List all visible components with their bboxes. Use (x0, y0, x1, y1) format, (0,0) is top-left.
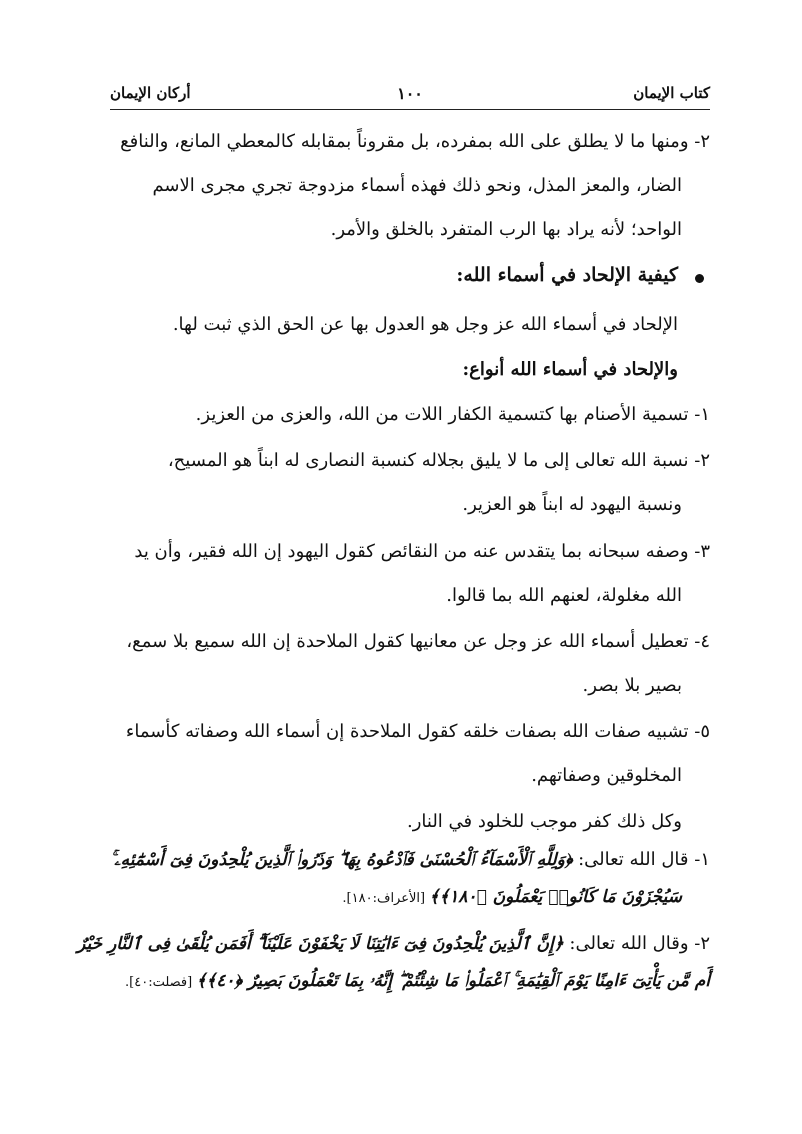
conclusion-text: وكل ذلك كفر موجب للخلود في النار. (406, 811, 682, 832)
list-item: ٣- وصفه سبحانه بما يتقدس عنه من النقائص كقول اليهود إن الله فقير، وأن يد (134, 541, 710, 562)
quran-verse: أَم مَّن يَأْتِىٓ ءَامِنًا يَوْمَ ٱلْقِيَٰمَةِ ۚ ٱعْمَلُوا۟ مَا شِئْتُمْ ۖ إِنَّهُۥ بِمَا تَعْمَلُونَ بَصِيرٌ ﴿٤٠﴾﴾ (196, 971, 710, 991)
quran-verse: ﴿وَلِلَّهِ ٱلْأَسْمَآءُ ٱلْحُسْنَىٰ فَٱدْعُوهُ بِهَا ۖ وَذَرُوا۟ ٱلَّذِينَ يُلْحِدُونَ فِىٓ أَسْمَٰٓئِهِۦ ۚ (109, 850, 573, 870)
citation-intro: ٢- وقال الله تعالى: (563, 933, 710, 954)
verse-reference: [فصلت:٤٠]. (125, 975, 197, 990)
page-number: ١٠٠ (397, 84, 423, 103)
list-item: ٢- نسبة الله تعالى إلى ما لا يليق بجلاله كنسبة النصارى له ابناً هو المسيح، (167, 450, 710, 471)
book-title: كتاب الإيمان (633, 84, 710, 102)
list-item: ١- تسمية الأصنام بها كتسمية الكفار اللات من الله، والعزى من العزيز. (195, 404, 710, 425)
list-item: ٤- تعطيل أسماء الله عز وجل عن معانيها كقول الملاحدة إن الله سميع بلا سمع، (126, 631, 710, 652)
quran-citation (77, 935, 710, 953)
list-item: ٥- تشبيه صفات الله بصفات خلقه كقول الملاحدة إن أسماء الله وصفاته كأسماء (125, 721, 710, 742)
bullet-icon (695, 274, 704, 283)
quran-citation-continuation (342, 888, 682, 906)
list-item-continuation: ونسبة اليهود له ابناً هو العزير. (462, 494, 682, 515)
paragraph-line: الضار، والمعز المذل، ونحو ذلك فهذه أسماء مزدوجة تجري مجرى الاسم (152, 175, 682, 196)
section-heading: كيفية الإلحاد في أسماء الله: (456, 264, 678, 286)
header-divider (110, 109, 710, 110)
quran-citation (110, 851, 710, 869)
running-header (110, 78, 710, 108)
list-item-continuation: المخلوقين وصفاتهم. (531, 765, 682, 786)
types-heading: والإلحاد في أسماء الله أنواع: (462, 359, 678, 380)
paragraph-line: ٢- ومنها ما لا يطلق على الله بمفرده، بل مقروناً بمقابله كالمعطي المانع، والنافع (120, 131, 710, 152)
list-item-continuation: بصير بلا بصر. (582, 675, 682, 696)
quran-verse: ﴿إِنَّ ٱلَّذِينَ يُلْحِدُونَ فِىٓ ءَايَٰتِنَا لَا يَخْفَوْنَ عَلَيْنَآ ۗ أَفَمَن يُلْقَىٰ فِى ٱلنَّارِ خَيْرٌ (77, 934, 564, 954)
definition-text: الإلحاد في أسماء الله عز وجل هو العدول بها عن الحق الذي ثبت لها. (172, 314, 678, 335)
citation-intro: ١- قال الله تعالى: (572, 849, 710, 870)
chapter-title: أركان الإيمان (110, 84, 191, 102)
verse-reference: [الأعراف:١٨٠]. (342, 891, 430, 906)
paragraph-line: الواحد؛ لأنه يراد بها الرب المتفرد بالخلق والأمر. (330, 219, 682, 240)
list-item-continuation: الله مغلولة، لعنهم الله بما قالوا. (446, 585, 682, 606)
quran-verse: سَيُجْزَوْنَ مَا كَانُوا۟ يَعْمَلُونَ ﴿١٨٠﴾﴾ (429, 887, 682, 907)
quran-citation-continuation (125, 972, 710, 990)
